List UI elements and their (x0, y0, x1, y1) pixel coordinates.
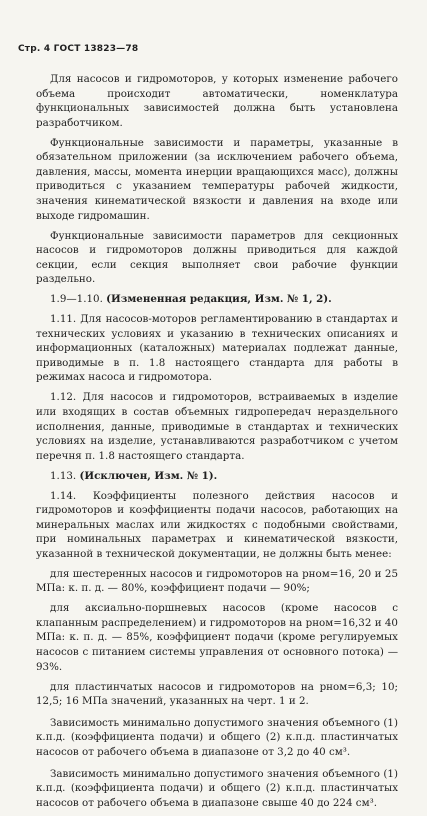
paragraph: 1.12. Для насосов и гидромоторов, встраиваемых в изделие или входящих в состав объемных гидропередач нераздельного исполнения, данные, приводимые в стандартах и технических условиях на изделие, устанавливаются разработчиком с учетом перечня п. 1.8 настоящего стандарта. (36, 391, 398, 462)
paragraph: Функциональные зависимости и параметры, указанные в обязательном приложении (за исключением рабочего объема, давления, массы, момента инерции вращающихся масс), должны приводиться с указанием температуры рабочей жидкости, значения кинематической вязкости и давления на входе или выходе гидромашин. (36, 136, 398, 222)
amendment-note (36, 469, 398, 484)
paragraph: Для насосов и гидромоторов, у которых изменение рабочего объема происходит автоматически, номенклатура функциональных зависимостей должна быть установлена разработчиком. (36, 73, 398, 129)
page-header: Стр. 4 ГОСТ 13823—78 (18, 44, 139, 54)
paragraph: 1.14. Коэффициенты полезного действия насосов и гидромоторов и коэффициенты подачи насосов, работающих на минеральных маслах или жидкостях с подобными свойствами, при номинальных параметрах и кинематической вязкости, указанной в технической документации, не должны быть менее: (36, 489, 398, 560)
amendment-text: (Исключен, Изм. № 1). (79, 469, 218, 482)
figure-caption: Зависимость минимально допустимого значения объемного (1) к.п.д. (коэффициента подачи) и общего (2) к.п.д. пластинчатых насосов от рабочего объема в диапазоне от 3,2 до 40 см³. (36, 716, 398, 758)
clause-number: 1.13. (50, 469, 77, 482)
amendment-text: (Измененная редакция, Изм. № 1, 2). (106, 293, 332, 306)
paragraph: для шестеренных насосов и гидромоторов на pном=16, 20 и 25 МПа: к. п. д. — 80%, коэффициент подачи — 90%; (36, 567, 398, 595)
document-body (36, 72, 398, 816)
figure-caption: Зависимость минимально допустимого значения объемного (1) к.п.д. (коэффициента подачи) и общего (2) к.п.д. пластинчатых насосов от рабочего объема в диапазоне свыше 40 до 224 см³. (36, 767, 398, 809)
paragraph: для пластинчатых насосов и гидромоторов на pном=6,3; 10; 12,5; 16 МПа значений, указанных на черт. 1 и 2. (36, 680, 398, 708)
paragraph: для аксиально-поршневых насосов (кроме насосов с клапанным распределением) и гидромоторов на pном=16,32 и 40 МПа: к. п. д. — 85%, коэффициент подачи (кроме регулируемых насосов с питанием системы управления от основного потока) — 93%. (36, 602, 398, 673)
paragraph: Функциональные зависимости параметров для секционных насосов и гидромоторов должны приводиться для каждой секции, если секция выполняет свои рабочие функции раздельно. (36, 229, 398, 286)
amendment-note (36, 292, 398, 307)
clause-number: 1.9—1.10. (50, 293, 103, 306)
paragraph: 1.11. Для насосов-моторов регламентированию в стандартах и технических условиях и указанию в технических описаниях и информационных (каталожных) материалах подлежат данные, приводимые в п. 1.8 настоящего стандарта для работы в режимах насоса и гидромотора. (36, 313, 398, 384)
